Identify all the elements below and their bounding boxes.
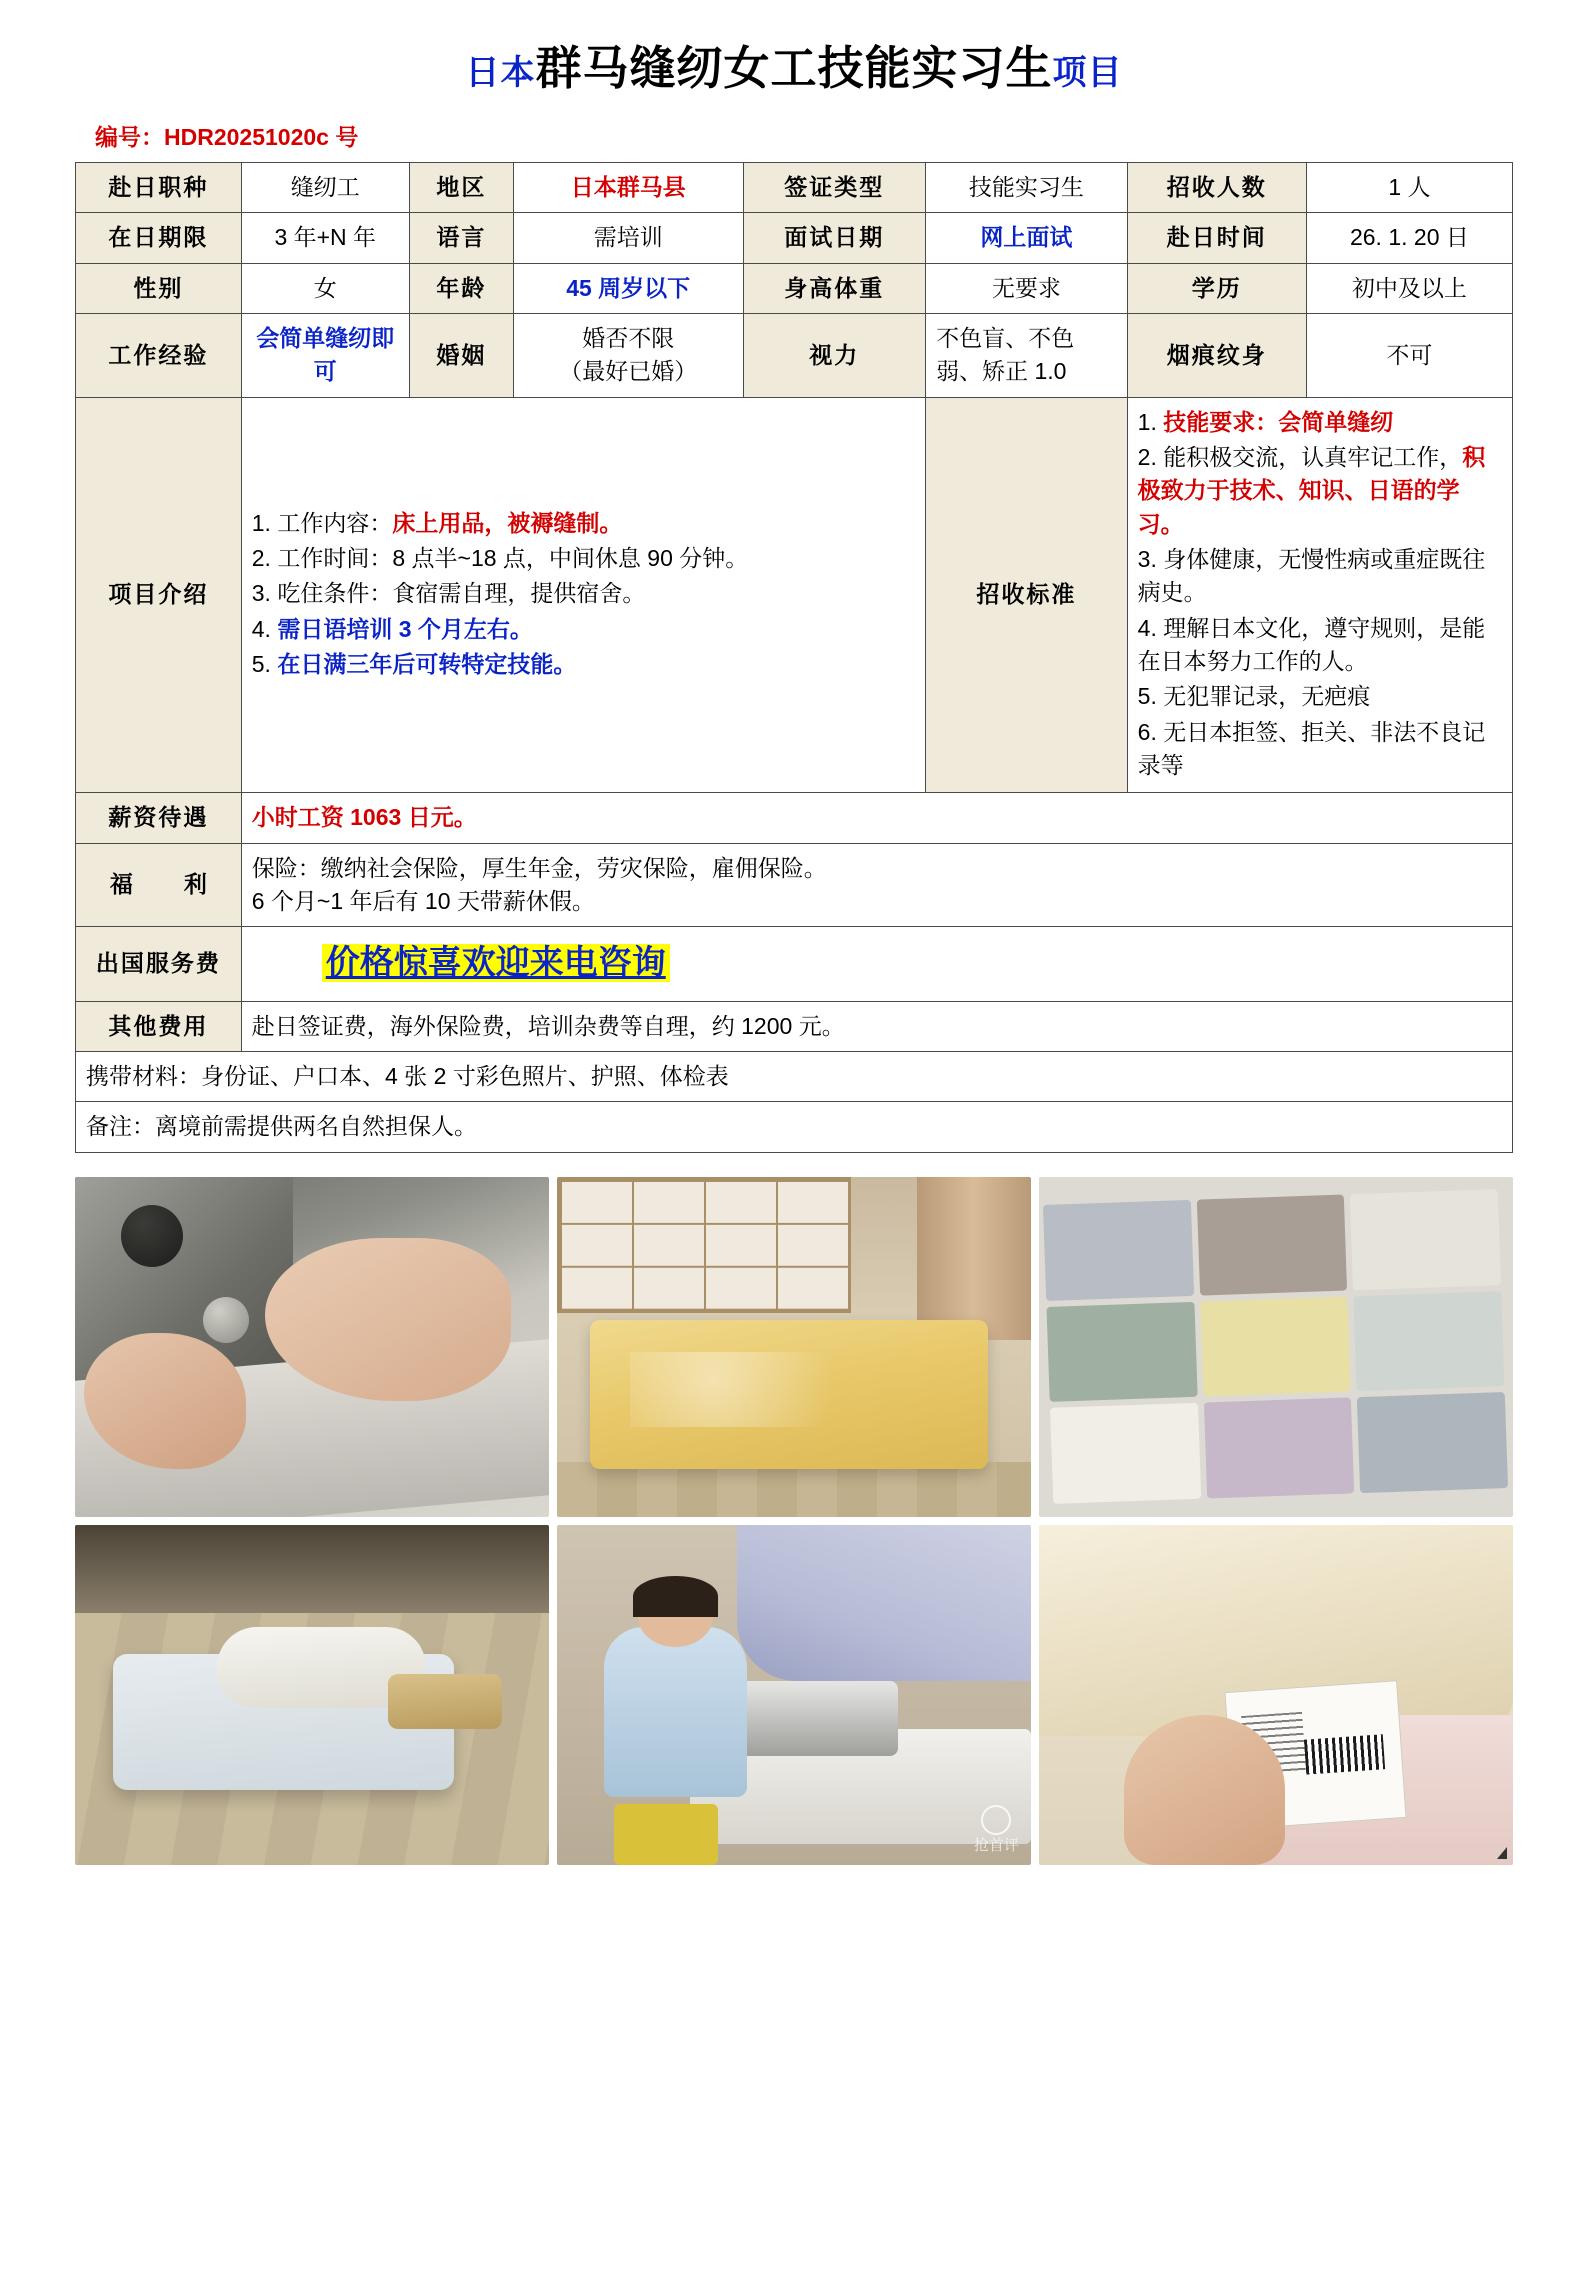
- criteria-num-1: 1.: [1137, 408, 1157, 435]
- value-marital-status: [513, 313, 743, 397]
- photo-worker-sewing: [557, 1525, 1031, 1865]
- label-salary: 薪资待遇: [76, 793, 242, 843]
- photo-gallery: [75, 1177, 1513, 1865]
- table-row: [76, 263, 1513, 313]
- value-education: 初中及以上: [1306, 263, 1512, 313]
- title-segment-job: 群马缝纫女工: [535, 42, 818, 94]
- criteria-num-5: 5.: [1137, 683, 1157, 710]
- label-gender: 性别: [76, 263, 242, 313]
- room-wall: [75, 1525, 549, 1613]
- value-tattoo-smoke: 不可: [1306, 313, 1512, 397]
- patchwork-grid: [1043, 1189, 1508, 1504]
- value-visa-type: 技能实习生: [926, 162, 1128, 212]
- quilt-pile: [737, 1525, 1031, 1681]
- intro-red-1: 床上用品，被褥缝制。: [392, 509, 623, 536]
- table-row: [76, 1102, 1513, 1152]
- intro-item-2: [252, 542, 915, 575]
- criteria-black-4: 理解日本文化，遵守规则，是能在日本努力工作的人。: [1137, 614, 1486, 675]
- photo-patchwork-quilt: [1039, 1177, 1513, 1517]
- criteria-item-6: [1138, 716, 1502, 783]
- criteria-item-3: [1138, 543, 1502, 610]
- label-age: 年龄: [409, 263, 513, 313]
- table-row: [76, 213, 1513, 263]
- intro-num-4: 4.: [251, 615, 271, 642]
- machine-knob-light: [203, 1297, 249, 1343]
- intro-num-5: 5.: [251, 651, 271, 678]
- table-row: [76, 162, 1513, 212]
- label-education: 学历: [1127, 263, 1306, 313]
- value-language: 需培训: [513, 213, 743, 263]
- intro-item-4: [252, 613, 915, 646]
- value-remarks: 备注：离境前需提供两名自然担保人。: [76, 1102, 1513, 1152]
- marital-line-2: （最好已婚）: [559, 358, 698, 385]
- patch-9: [1358, 1393, 1509, 1494]
- intro-num-1: 1.: [251, 509, 271, 536]
- patch-1: [1043, 1200, 1194, 1301]
- worker-body: [604, 1627, 746, 1797]
- label-vision: 视力: [743, 313, 926, 397]
- tatami-floor: [557, 1462, 1031, 1516]
- value-vision: 不色盲、不色弱、矫正 1.0: [926, 313, 1128, 397]
- criteria-num-3: 3.: [1137, 545, 1157, 572]
- patch-7: [1050, 1403, 1201, 1504]
- value-headcount: 1 人: [1306, 162, 1512, 212]
- value-height-weight: 无要求: [926, 263, 1128, 313]
- value-duration: 3 年+N 年: [241, 213, 409, 263]
- table-row: [76, 1001, 1513, 1051]
- patch-3: [1351, 1189, 1502, 1290]
- value-other-fees: 赴日签证费，海外保险费，培训杂费等自理，约 1200 元。: [241, 1001, 1512, 1051]
- label-project-intro: 项目介绍: [76, 397, 242, 793]
- document-number: 编号：HDR20251020c 号: [95, 123, 359, 150]
- criteria-item-1: [1138, 406, 1502, 439]
- label-interview-date: 面试日期: [743, 213, 926, 263]
- criteria-item-2: [1138, 441, 1502, 541]
- benefits-line-2: 6 个月~1 年后有 10 天带薪休假。: [251, 888, 595, 915]
- hand-holding-tag: [1124, 1715, 1285, 1865]
- table-row: [76, 397, 1513, 793]
- label-height-weight: 身高体重: [743, 263, 926, 313]
- label-recruit-criteria: 招收标准: [926, 397, 1128, 793]
- patch-5: [1201, 1296, 1352, 1397]
- criteria-black-6: 无日本拒签、拒关、非法不良记录等: [1137, 718, 1486, 779]
- patch-6: [1354, 1291, 1505, 1392]
- barcode: [1304, 1734, 1385, 1775]
- photo-tatami-room-futon: [557, 1177, 1031, 1517]
- comment-icon: [981, 1805, 1011, 1835]
- label-marital-status: 婚姻: [409, 313, 513, 397]
- window-curtain: [917, 1177, 1031, 1340]
- job-info-table: [75, 162, 1513, 1153]
- intro-text-3: 吃住条件：食宿需自理，提供宿舍。: [277, 580, 646, 607]
- intro-item-3: [252, 577, 915, 610]
- intro-item-5: [252, 648, 915, 681]
- value-salary: 小时工资 1063 日元。: [241, 793, 1512, 843]
- benefits-line-1: 保险：缴纳社会保险，厚生年金，劳灾保险，雇佣保险。: [251, 854, 827, 881]
- criteria-item-5: [1138, 680, 1502, 713]
- value-required-materials: 携带材料：身份证、户口本、4 张 2 寸彩色照片、护照、体检表: [76, 1052, 1513, 1102]
- value-region: 日本群马县: [513, 162, 743, 212]
- intro-num-2: 2.: [251, 544, 271, 571]
- label-headcount: 招收人数: [1127, 162, 1306, 212]
- sewing-machine: [737, 1681, 898, 1756]
- table-row: [76, 313, 1513, 397]
- futon-yellow-edge: [388, 1674, 502, 1728]
- patch-4: [1047, 1302, 1198, 1403]
- criteria-black-5: 无犯罪记录，无疤痕: [1163, 683, 1371, 710]
- title-segment-country: 日本: [465, 54, 536, 92]
- shoji-screen: [557, 1177, 851, 1313]
- label-service-fee: 出国服务费: [76, 927, 242, 1001]
- watermark-comment: [974, 1805, 1019, 1855]
- table-row: [76, 1052, 1513, 1102]
- patch-2: [1197, 1195, 1348, 1296]
- intro-text-1: 工作内容：: [277, 509, 393, 536]
- title-segment-program-type: 技能实习生: [817, 42, 1053, 94]
- value-gender: 女: [241, 263, 409, 313]
- criteria-red-2: 积极致力于技术、知识、日语的学习。: [1137, 443, 1486, 537]
- photo-sewing-machine-closeup: [75, 1177, 549, 1517]
- criteria-num-2: 2.: [1137, 443, 1157, 470]
- criteria-num-4: 4.: [1137, 614, 1157, 641]
- worker-hair: [633, 1576, 718, 1617]
- label-language: 语言: [409, 213, 513, 263]
- intro-num-3: 3.: [251, 580, 271, 607]
- label-work-experience: 工作经验: [76, 313, 242, 397]
- watermark-label: 抢首评: [973, 1837, 1019, 1855]
- criteria-red-1: 技能要求：会简单缝纫: [1163, 408, 1394, 435]
- value-age: 45 周岁以下: [513, 263, 743, 313]
- photo-quilt-label-tag: [1039, 1525, 1513, 1865]
- value-benefits: [241, 843, 1512, 927]
- label-job-type: 赴日职种: [76, 162, 242, 212]
- service-fee-highlight: 价格惊喜欢迎来电咨询: [322, 944, 670, 982]
- corner-marker-icon: [1497, 1847, 1507, 1859]
- value-departure-time: 26. 1. 20 日: [1306, 213, 1512, 263]
- value-service-fee: [241, 927, 1512, 1001]
- photo-futon-stack-tatami: [75, 1525, 549, 1865]
- label-region: 地区: [409, 162, 513, 212]
- intro-item-1: [252, 507, 915, 540]
- criteria-black-3: 身体健康，无慢性病或重症既往病史。: [1137, 545, 1486, 606]
- value-recruit-criteria: [1127, 397, 1512, 793]
- intro-text-2: 工作时间：8 点半~18 点，中间休息 90 分钟。: [277, 544, 749, 571]
- table-row: [76, 793, 1513, 843]
- label-other-fees: 其他费用: [76, 1001, 242, 1051]
- label-tattoo-smoke: 烟痕纹身: [1127, 313, 1306, 397]
- criteria-black-2: 能积极交流，认真牢记工作，: [1163, 443, 1463, 470]
- label-duration: 在日期限: [76, 213, 242, 263]
- criteria-num-6: 6.: [1137, 718, 1157, 745]
- table-row: [76, 843, 1513, 927]
- label-benefits: 福 利: [76, 843, 242, 927]
- label-visa-type: 签证类型: [743, 162, 926, 212]
- value-job-type: 缝纫工: [241, 162, 409, 212]
- document-page: [0, 42, 1588, 2287]
- intro-blue-5: 在日满三年后可转特定技能。: [277, 651, 577, 678]
- marital-line-1: 婚否不限: [582, 324, 675, 351]
- title-segment-project: 项目: [1052, 54, 1123, 92]
- page-title: [0, 42, 1588, 95]
- work-chair: [614, 1804, 718, 1865]
- value-work-experience: 会简单缝纫即可: [241, 313, 409, 397]
- patch-8: [1204, 1398, 1355, 1499]
- table-row: [76, 927, 1513, 1001]
- intro-blue-4: 需日语培训 3 个月左右。: [277, 615, 533, 642]
- criteria-item-4: [1138, 612, 1502, 679]
- machine-knob-dark: [121, 1205, 183, 1267]
- yellow-futon: [590, 1320, 988, 1470]
- label-departure-time: 赴日时间: [1127, 213, 1306, 263]
- value-project-intro: [241, 397, 925, 793]
- value-interview-date: 网上面试: [926, 213, 1128, 263]
